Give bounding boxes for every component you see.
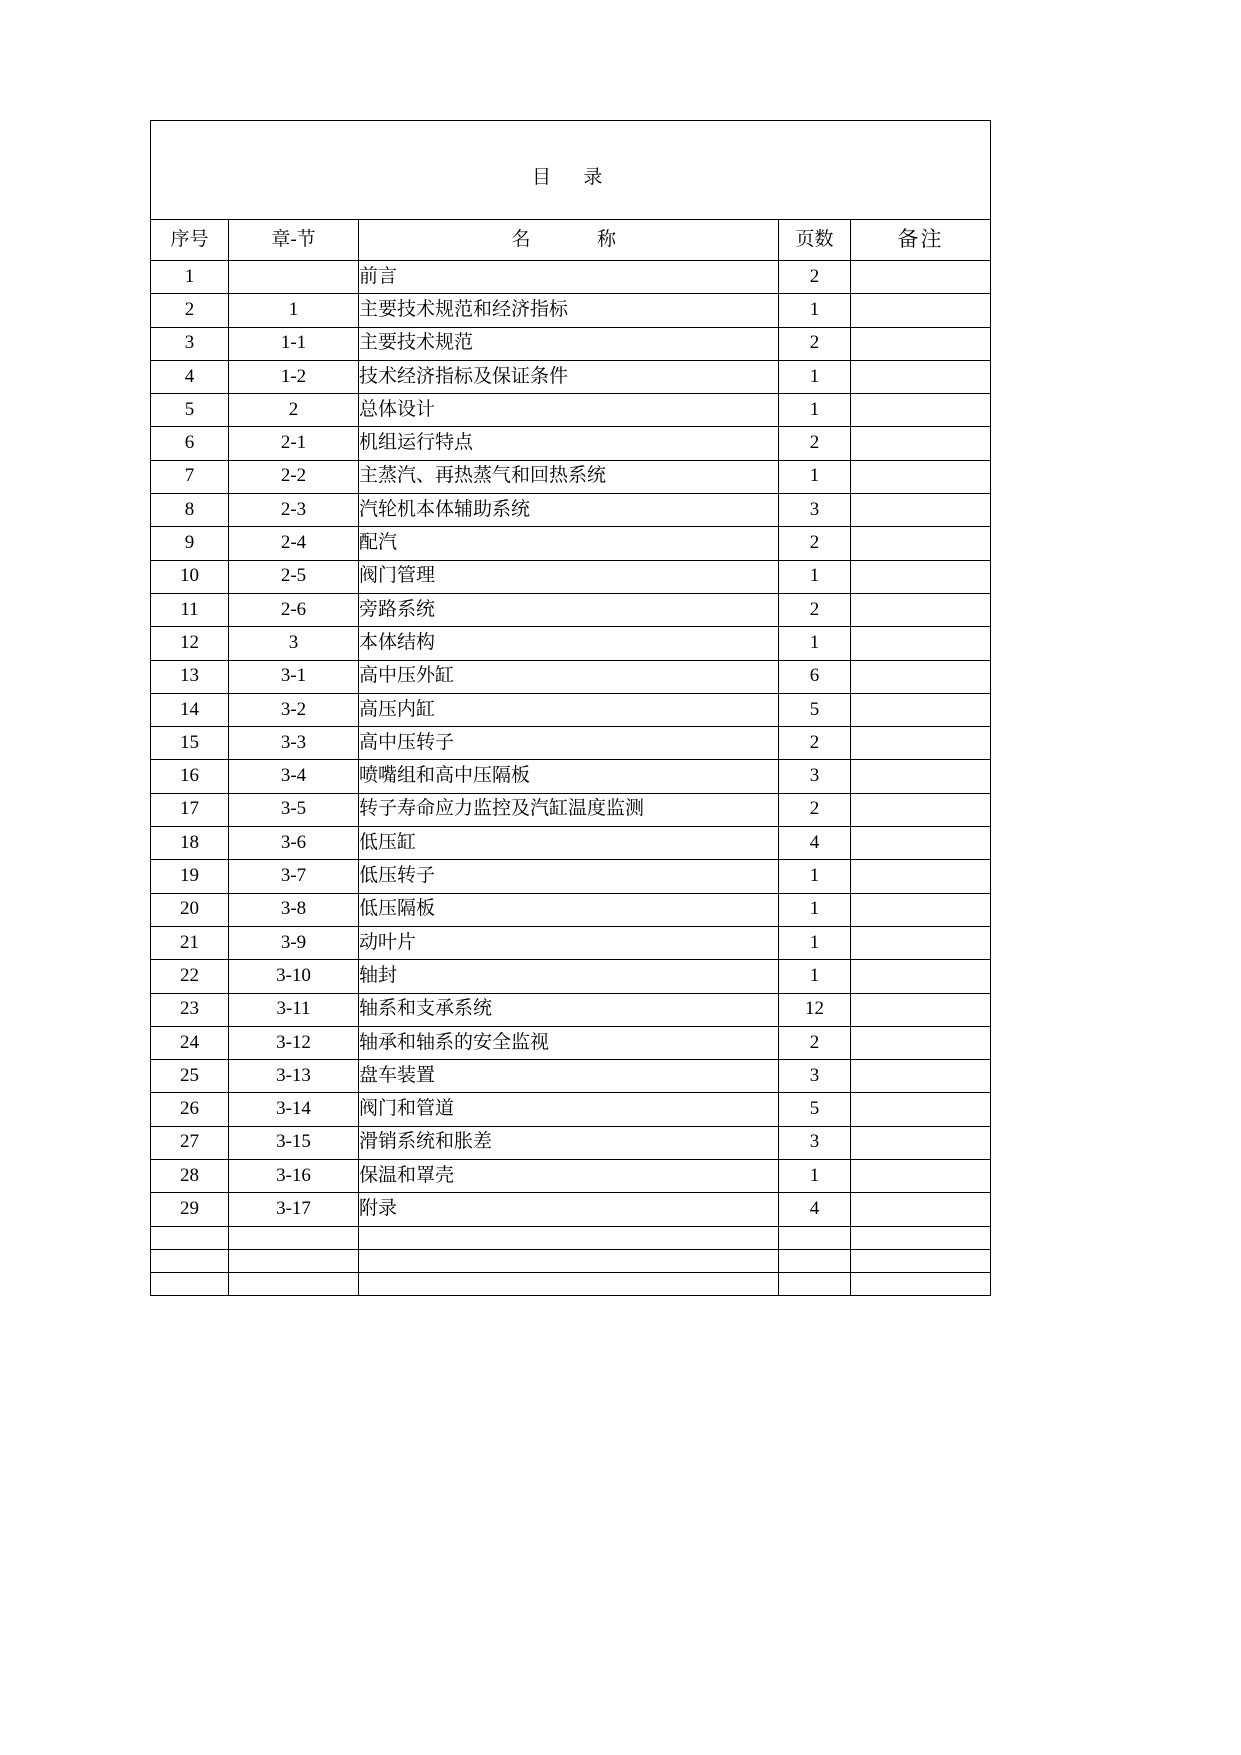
table-row-empty xyxy=(151,1249,991,1272)
table-row xyxy=(151,360,991,393)
cell-no: 17 xyxy=(151,793,229,826)
table-row xyxy=(151,827,991,860)
cell-empty xyxy=(359,1272,779,1295)
cell-chapter: 3-8 xyxy=(229,893,359,926)
cell-pages: 2 xyxy=(779,727,851,760)
table-row xyxy=(151,1026,991,1059)
cell-name: 滑销系统和胀差 xyxy=(359,1126,779,1159)
cell-remark xyxy=(851,860,991,893)
cell-name: 低压隔板 xyxy=(359,893,779,926)
table-row xyxy=(151,693,991,726)
cell-name: 主蒸汽、再热蒸气和回热系统 xyxy=(359,460,779,493)
cell-chapter: 2-5 xyxy=(229,560,359,593)
cell-no: 7 xyxy=(151,460,229,493)
toc-table xyxy=(150,120,991,1296)
cell-pages: 1 xyxy=(779,860,851,893)
cell-chapter: 2-6 xyxy=(229,593,359,626)
table-row xyxy=(151,460,991,493)
table-row xyxy=(151,1093,991,1126)
cell-no: 21 xyxy=(151,926,229,959)
cell-name: 前言 xyxy=(359,261,779,294)
cell-pages: 3 xyxy=(779,1126,851,1159)
column-header-remark: 备注 xyxy=(851,220,991,261)
cell-name: 转子寿命应力监控及汽缸温度监测 xyxy=(359,793,779,826)
cell-name: 保温和罩壳 xyxy=(359,1160,779,1193)
table-row xyxy=(151,660,991,693)
cell-no: 3 xyxy=(151,327,229,360)
cell-name: 轴承和轴系的安全监视 xyxy=(359,1026,779,1059)
cell-empty xyxy=(151,1226,229,1249)
column-header-name: 名 称 xyxy=(359,220,779,261)
cell-name: 附录 xyxy=(359,1193,779,1226)
cell-remark xyxy=(851,494,991,527)
table-row xyxy=(151,327,991,360)
table-row xyxy=(151,960,991,993)
cell-chapter: 3-1 xyxy=(229,660,359,693)
cell-chapter: 3-13 xyxy=(229,1060,359,1093)
cell-name: 配汽 xyxy=(359,527,779,560)
cell-pages: 1 xyxy=(779,1160,851,1193)
cell-no: 28 xyxy=(151,1160,229,1193)
cell-name: 旁路系统 xyxy=(359,593,779,626)
cell-pages: 6 xyxy=(779,660,851,693)
cell-chapter: 3-2 xyxy=(229,693,359,726)
column-header-chapter: 章-节 xyxy=(229,220,359,261)
cell-chapter: 3-14 xyxy=(229,1093,359,1126)
cell-pages: 1 xyxy=(779,360,851,393)
table-row xyxy=(151,394,991,427)
cell-no: 11 xyxy=(151,593,229,626)
cell-name: 机组运行特点 xyxy=(359,427,779,460)
cell-chapter: 3-3 xyxy=(229,727,359,760)
cell-empty xyxy=(851,1272,991,1295)
table-row-empty xyxy=(151,1226,991,1249)
cell-remark xyxy=(851,261,991,294)
table-row xyxy=(151,627,991,660)
cell-name: 轴封 xyxy=(359,960,779,993)
cell-no: 20 xyxy=(151,893,229,926)
cell-empty xyxy=(229,1226,359,1249)
cell-pages: 5 xyxy=(779,1093,851,1126)
cell-remark xyxy=(851,327,991,360)
cell-no: 5 xyxy=(151,394,229,427)
cell-remark xyxy=(851,693,991,726)
table-row xyxy=(151,793,991,826)
table-row xyxy=(151,527,991,560)
cell-name: 轴系和支承系统 xyxy=(359,993,779,1026)
cell-remark xyxy=(851,993,991,1026)
cell-name: 高中压转子 xyxy=(359,727,779,760)
cell-chapter: 3-16 xyxy=(229,1160,359,1193)
table-row xyxy=(151,727,991,760)
table-row xyxy=(151,760,991,793)
cell-remark xyxy=(851,294,991,327)
cell-no: 16 xyxy=(151,760,229,793)
cell-remark xyxy=(851,660,991,693)
cell-no: 26 xyxy=(151,1093,229,1126)
cell-chapter: 3-11 xyxy=(229,993,359,1026)
cell-empty xyxy=(779,1249,851,1272)
cell-pages: 2 xyxy=(779,593,851,626)
cell-pages: 2 xyxy=(779,261,851,294)
cell-chapter: 2-2 xyxy=(229,460,359,493)
cell-no: 15 xyxy=(151,727,229,760)
cell-remark xyxy=(851,1193,991,1226)
cell-chapter: 3-4 xyxy=(229,760,359,793)
cell-no: 12 xyxy=(151,627,229,660)
table-row xyxy=(151,893,991,926)
cell-pages: 1 xyxy=(779,394,851,427)
cell-chapter: 1-1 xyxy=(229,327,359,360)
cell-name: 主要技术规范 xyxy=(359,327,779,360)
cell-remark xyxy=(851,926,991,959)
table-row xyxy=(151,1193,991,1226)
cell-name: 喷嘴组和高中压隔板 xyxy=(359,760,779,793)
cell-empty xyxy=(229,1249,359,1272)
cell-remark xyxy=(851,893,991,926)
table-row xyxy=(151,494,991,527)
cell-name: 高中压外缸 xyxy=(359,660,779,693)
cell-no: 29 xyxy=(151,1193,229,1226)
cell-pages: 12 xyxy=(779,993,851,1026)
cell-chapter xyxy=(229,261,359,294)
toc-title-row xyxy=(151,121,991,220)
table-row xyxy=(151,261,991,294)
cell-chapter: 3-9 xyxy=(229,926,359,959)
cell-name: 盘车装置 xyxy=(359,1060,779,1093)
table-row xyxy=(151,560,991,593)
cell-remark xyxy=(851,394,991,427)
cell-chapter: 3-7 xyxy=(229,860,359,893)
cell-empty xyxy=(359,1226,779,1249)
cell-remark xyxy=(851,1160,991,1193)
table-row xyxy=(151,427,991,460)
cell-pages: 1 xyxy=(779,460,851,493)
cell-no: 4 xyxy=(151,360,229,393)
cell-pages: 1 xyxy=(779,926,851,959)
cell-empty xyxy=(779,1226,851,1249)
table-row xyxy=(151,993,991,1026)
cell-empty xyxy=(779,1272,851,1295)
cell-pages: 3 xyxy=(779,1060,851,1093)
cell-chapter: 3 xyxy=(229,627,359,660)
cell-pages: 3 xyxy=(779,494,851,527)
cell-name: 总体设计 xyxy=(359,394,779,427)
cell-name: 高压内缸 xyxy=(359,693,779,726)
cell-pages: 4 xyxy=(779,1193,851,1226)
cell-no: 25 xyxy=(151,1060,229,1093)
cell-no: 24 xyxy=(151,1026,229,1059)
cell-name: 汽轮机本体辅助系统 xyxy=(359,494,779,527)
cell-chapter: 2-1 xyxy=(229,427,359,460)
column-header-no: 序号 xyxy=(151,220,229,261)
cell-empty xyxy=(359,1249,779,1272)
cell-no: 2 xyxy=(151,294,229,327)
table-row xyxy=(151,294,991,327)
cell-chapter: 3-5 xyxy=(229,793,359,826)
cell-remark xyxy=(851,627,991,660)
cell-name: 阀门管理 xyxy=(359,560,779,593)
table-row xyxy=(151,1160,991,1193)
cell-chapter: 3-17 xyxy=(229,1193,359,1226)
cell-remark xyxy=(851,1060,991,1093)
cell-remark xyxy=(851,827,991,860)
cell-no: 22 xyxy=(151,960,229,993)
cell-name: 技术经济指标及保证条件 xyxy=(359,360,779,393)
cell-empty xyxy=(151,1272,229,1295)
cell-no: 27 xyxy=(151,1126,229,1159)
cell-remark xyxy=(851,793,991,826)
cell-no: 19 xyxy=(151,860,229,893)
cell-no: 18 xyxy=(151,827,229,860)
cell-pages: 1 xyxy=(779,560,851,593)
cell-chapter: 1-2 xyxy=(229,360,359,393)
cell-pages: 4 xyxy=(779,827,851,860)
cell-remark xyxy=(851,427,991,460)
cell-name: 本体结构 xyxy=(359,627,779,660)
cell-no: 8 xyxy=(151,494,229,527)
cell-empty xyxy=(151,1249,229,1272)
cell-chapter: 2-4 xyxy=(229,527,359,560)
cell-remark xyxy=(851,1126,991,1159)
cell-remark xyxy=(851,460,991,493)
table-of-contents xyxy=(150,120,990,1296)
cell-chapter: 2-3 xyxy=(229,494,359,527)
cell-remark xyxy=(851,727,991,760)
cell-name: 动叶片 xyxy=(359,926,779,959)
cell-pages: 2 xyxy=(779,427,851,460)
cell-pages: 1 xyxy=(779,627,851,660)
cell-empty xyxy=(851,1226,991,1249)
cell-remark xyxy=(851,760,991,793)
cell-no: 6 xyxy=(151,427,229,460)
cell-name: 低压转子 xyxy=(359,860,779,893)
cell-chapter: 3-12 xyxy=(229,1026,359,1059)
cell-pages: 1 xyxy=(779,960,851,993)
page-title: 目 录 xyxy=(151,121,991,220)
cell-pages: 2 xyxy=(779,527,851,560)
column-header-pages: 页数 xyxy=(779,220,851,261)
cell-no: 9 xyxy=(151,527,229,560)
toc-header-row xyxy=(151,220,991,261)
cell-name: 阀门和管道 xyxy=(359,1093,779,1126)
cell-no: 14 xyxy=(151,693,229,726)
table-row-empty xyxy=(151,1272,991,1295)
cell-remark xyxy=(851,360,991,393)
cell-empty xyxy=(229,1272,359,1295)
cell-chapter: 3-6 xyxy=(229,827,359,860)
cell-pages: 3 xyxy=(779,760,851,793)
cell-pages: 2 xyxy=(779,1026,851,1059)
cell-remark xyxy=(851,527,991,560)
table-row xyxy=(151,1060,991,1093)
cell-chapter: 3-15 xyxy=(229,1126,359,1159)
cell-name: 主要技术规范和经济指标 xyxy=(359,294,779,327)
table-row xyxy=(151,860,991,893)
cell-chapter: 1 xyxy=(229,294,359,327)
cell-empty xyxy=(851,1249,991,1272)
cell-pages: 2 xyxy=(779,793,851,826)
cell-remark xyxy=(851,1093,991,1126)
cell-no: 13 xyxy=(151,660,229,693)
cell-no: 23 xyxy=(151,993,229,1026)
cell-remark xyxy=(851,960,991,993)
cell-chapter: 2 xyxy=(229,394,359,427)
cell-remark xyxy=(851,1026,991,1059)
table-row xyxy=(151,926,991,959)
cell-pages: 5 xyxy=(779,693,851,726)
cell-pages: 1 xyxy=(779,294,851,327)
cell-pages: 2 xyxy=(779,327,851,360)
cell-chapter: 3-10 xyxy=(229,960,359,993)
cell-remark xyxy=(851,560,991,593)
table-row xyxy=(151,593,991,626)
cell-pages: 1 xyxy=(779,893,851,926)
cell-no: 1 xyxy=(151,261,229,294)
cell-no: 10 xyxy=(151,560,229,593)
cell-name: 低压缸 xyxy=(359,827,779,860)
table-row xyxy=(151,1126,991,1159)
cell-remark xyxy=(851,593,991,626)
